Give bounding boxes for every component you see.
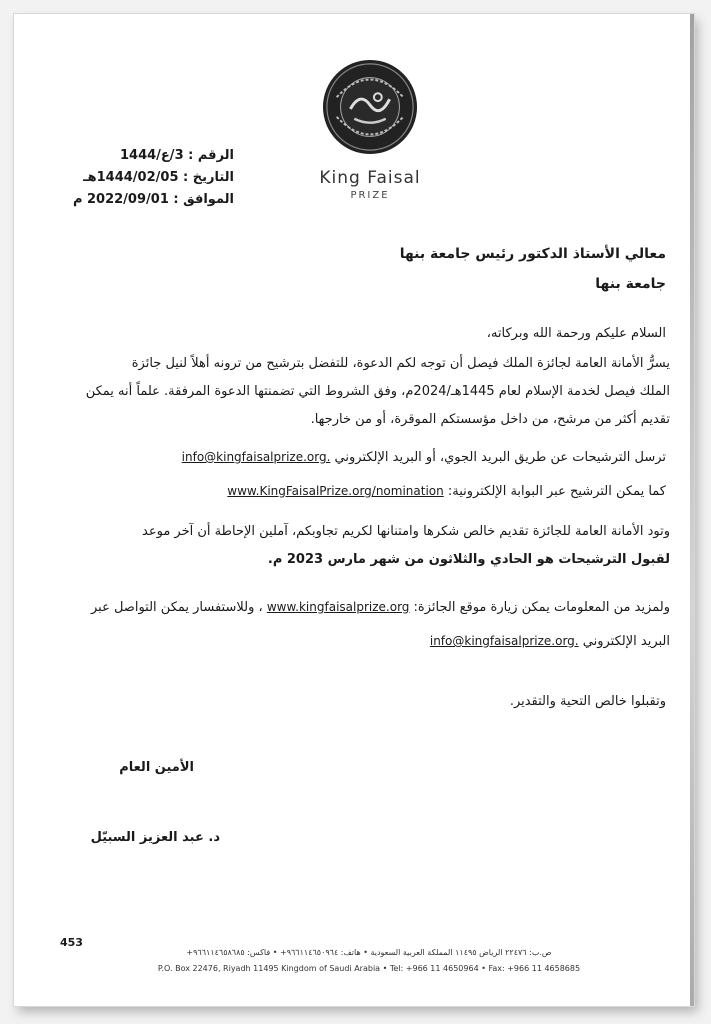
greeting: السلام عليكم ورحمة الله وبركاته،	[486, 326, 666, 341]
paragraph-5-tail: ، وللاستفسار يمكن التواصل عبر	[90, 600, 263, 615]
recipient-org: جامعة بنها	[595, 276, 666, 292]
brand-name: King Faisal	[319, 168, 421, 188]
paragraph-6	[430, 634, 670, 649]
deadline-notice: لقبول الترشيحات هو الحادي والثلاثون من شهر مارس 2023 م.	[267, 552, 670, 567]
letter-page	[14, 14, 694, 1006]
page-number: 453	[60, 936, 83, 949]
paragraph-6-text: البريد الإلكتروني	[582, 634, 670, 649]
footer-address-english: P.O. Box 22476, Riyadh 11495 Kingdom of Saudi Arabia • Tel: +966 11 4650964 • Fax: +966 11 4658685	[157, 964, 581, 973]
nomination-portal-link[interactable]: www.KingFaisalPrize.org/nomination	[227, 484, 444, 498]
email-link[interactable]: info@kingfaisalprize.org.	[181, 450, 331, 464]
page-edge-shadow	[690, 14, 694, 1006]
reference-number: الرقم : 3/ع/1444	[119, 148, 234, 163]
recipient-title: معالي الأستاذ الدكتور رئيس جامعة بنها	[399, 246, 666, 262]
paragraph-5-text: ولمزيد من المعلومات يمكن زيارة موقع الجائزة:	[413, 600, 670, 615]
inquiry-email-link[interactable]: info@kingfaisalprize.org.	[429, 634, 579, 648]
gregorian-date: الموافق : 2022/09/01 م	[72, 192, 234, 207]
website-link[interactable]: www.kingfaisalprize.org	[266, 600, 410, 614]
hijri-date: التاريخ : 1444/02/05هـ	[83, 170, 234, 185]
paragraph-1-line-2: الملك فيصل لخدمة الإسلام لعام 1445هـ/2024م، وفق الشروط التي تضمنتها الدعوة المرفقة. علماً أنه يمكن	[85, 384, 670, 399]
paragraph-3-text: كما يمكن الترشيح عبر البوابة الإلكترونية:	[447, 484, 666, 499]
signatory-name: د. عبد العزيز السبيّل	[90, 830, 220, 845]
paragraph-1-line-1: يسرُّ الأمانة العامة لجائزة الملك فيصل أن توجه لكم الدعوة، للتفضل بترشيح من ترونه أهلاً لنيل جائزة	[131, 356, 670, 371]
paragraph-5	[91, 600, 670, 615]
paragraph-2-text: ترسل الترشيحات عن طريق البريد الجوي، أو البريد الإلكتروني	[334, 450, 666, 465]
king-faisal-prize-seal-icon	[320, 58, 420, 156]
paragraph-4-line-1: وتود الأمانة العامة للجائزة تقديم خالص شكرها وامتنانها لكريم تجاوبكم، آملين الإحاطة أن آخر موعد	[142, 524, 670, 539]
paragraph-2	[182, 450, 666, 465]
footer-address-arabic: ص.ب: ٢٢٤٧٦ الرياض ١١٤٩٥ المملكة العربية السعودية • هاتف: ٩٦٦١١٤٦٥٠٩٦٤+ • فاكس: ٩٦٦١١٤٦٥٨٦٨٥+	[186, 948, 552, 957]
paragraph-3	[227, 484, 666, 499]
paragraph-1-line-3: تقديم أكثر من مرشح، من داخل مؤسستكم الموقرة، أو من خارجها.	[310, 412, 670, 427]
signatory-title: الأمين العام	[119, 760, 194, 775]
closing-line: وتقبلوا خالص التحية والتقدير.	[509, 694, 666, 709]
brand-subtitle: PRIZE	[350, 190, 390, 201]
